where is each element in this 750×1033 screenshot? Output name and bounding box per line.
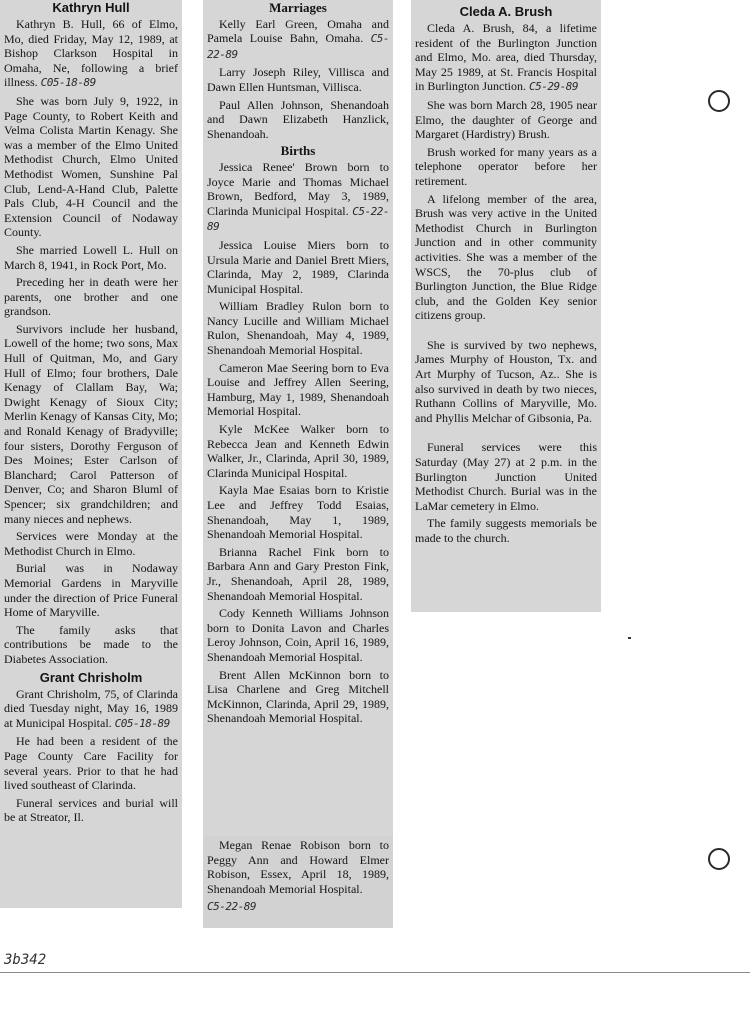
birth-entry-6: Kayla Mae Esaias born to Kristie Lee and Jeffrey Todd Esaias, Shenandoah, May 1, 1989, Shenandoah Memorial Hospital. — [207, 483, 389, 542]
births-heading: Births — [280, 143, 316, 159]
cleda-paragraph-7: The family suggests memorials be made to the church. — [415, 516, 597, 545]
kathryn-paragraph-3: She married Lowell L. Hull on March 8, 1941, in Rock Port, Mo. — [4, 242, 178, 272]
birth-entry-5: Kyle McKee Walker born to Rebecca Jean and Kenneth Edwin Walker, Jr., Clarinda, April 30, 1989, Clarinda Municipal Hospital. — [207, 422, 389, 480]
cleda-paragraph-5: She is survived by two nephews, James Murphy of Houston, Tx. and Art Murphy of Tucson, Az.. She is also survived in death by two nieces, Ruthann Collins of Maryville, Mo. and Phyllis Melchar of Gibsonia, Pa. — [415, 337, 597, 425]
kathryn-paragraph-2: She was born July 9, 1922, in Page County, to Robert Keith and Velma Colista Martin Kenagy. She was a member of the Elmo United Methodist Church, Elmo United Methodist Women, Sunshine Pal Club, Lend-A-Hand Club, Palette Pals Club, 4-H Council and the Extension Council of Nodaway County. — [4, 93, 178, 240]
cleda-paragraph-2: She was born March 28, 1905 near Elmo, the daughter of George and Margaret (Hardistry) Brush. — [415, 97, 597, 142]
binder-hole-icon — [708, 90, 730, 112]
kathryn-paragraph-8: The family asks that contributions be made to the Diabetes Association. — [4, 622, 178, 666]
kathryn-paragraph-1: Kathryn B. Hull, 66 of Elmo, Mo, died Friday, May 12, 1989, at Bishop Clarkson Hospital in Omaha, Ne, following a brief illness. — [4, 17, 178, 90]
birth-entry-1: Jessica Renee' Brown born to Joyce Marie and Thomas Michael Brown, Bedford, May 3, 1989, Clarinda Municipal Hospital. — [207, 159, 389, 218]
birth-entry-9: Brent Allen McKinnon born to Lisa Charlene and Greg Mitchell McKinnon, Clarinda, April 29, 1989, Shenandoah Memorial Hospital. — [207, 667, 389, 726]
birth-entry-10: Megan Renae Robison born to Peggy Ann and Howard Elmer Robison, Essex, April 18, 1989, Shenandoah Memorial Hospital. — [207, 838, 389, 896]
kathryn-paragraph-4: Preceding her in death were her parents, one brother and one grandson. — [4, 275, 178, 319]
marriage-entry-1: Kelly Earl Green, Omaha and Pamela Louise Bahn, Omaha. — [207, 16, 389, 46]
marriages-heading: Marriages — [269, 0, 327, 15]
binder-hole-icon — [708, 848, 730, 870]
handwritten-date-note: C05-18-89 — [114, 716, 170, 730]
kathryn-paragraph-7: Burial was in Nodaway Memorial Gardens in Maryville under the direction of Price Funeral Home of Maryville. — [4, 561, 178, 620]
dust-speck — [628, 637, 631, 639]
catalog-number: 3b342 — [4, 952, 47, 968]
handwritten-date-note: C5-22-89 — [207, 900, 256, 914]
birth-entry-4: Cameron Mae Seering born to Eva Louise and Jeffrey Allen Seering, Hamburg, May 1, 1989, Shenandoah Memorial Hospital. — [207, 360, 389, 419]
handwritten-date-note: C5-22-89 — [207, 204, 390, 234]
marriage-entry-2: Larry Joseph Riley, Villisca and Dawn Ellen Huntsman, Villisca. — [207, 65, 389, 94]
obituary-clipping-right — [411, 0, 601, 612]
birth-entry-8: Cody Kenneth Williams Johnson born to Donita Lavon and Charles Leroy Johnson, Coin, April 16, 1989, Shenandoah Memorial Hospital. — [207, 606, 389, 664]
handwritten-date-note: C05-18-89 — [40, 76, 96, 90]
birth-entry-7: Brianna Rachel Fink born to Barbara Ann and Gary Preston Fink, Jr., Shenandoah, April 28, 1989, Shenandoah Memorial Hospital. — [207, 544, 389, 603]
grant-paragraph-3: Funeral services and burial will be at Streator, Il. — [4, 795, 178, 825]
obituary-clipping-left — [0, 0, 182, 908]
grant-chrisholm-heading: Grant Chrisholm — [39, 669, 143, 685]
grant-paragraph-2: He had been a resident of the Page County Care Facility for several years. Prior to that he had lived southeast of Clarinda. — [4, 734, 178, 793]
cleda-brush-heading: Cleda A. Brush — [459, 4, 553, 19]
marriages-births-clipping — [203, 0, 393, 836]
marriage-entry-3: Paul Allen Johnson, Shenandoah and Dawn Elizabeth Hanzlick, Shenandoah. — [207, 97, 389, 141]
kathryn-paragraph-6: Services were Monday at the Methodist Church in Elmo. — [4, 529, 178, 558]
handwritten-date-note: C5-29-89 — [529, 80, 578, 94]
cleda-paragraph-1: Cleda A. Brush, 84, a lifetime resident of the Burlington Junction and Elmo, Mo. area, died Thursday, May 25 1989, at St. Francis Hospital in Burlington Junction. — [415, 21, 597, 94]
cleda-paragraph-3: Brush worked for many years as a telephone operator before her retirement. — [415, 144, 597, 188]
cleda-paragraph-4: A lifelong member of the area, Brush was very active in the United Methodist Church in Burlington Junction and in other community activities. She was a member of the WSCS, the 70-plus club of Burlington Junction, the Blue Ridge club, and the Golden Key senior citizens group. — [415, 191, 597, 323]
grant-paragraph-1: Grant Chrisholm, 75, of Clarinda died Tuesday night, May 16, 1989 at Municipal Hospital. — [4, 686, 178, 730]
birth-entry-2: Jessica Louise Miers born to Ursula Marie and Daniel Brett Miers, Clarinda, May 2, 1989, Clarinda Municipal Hospital. — [207, 237, 389, 296]
cleda-paragraph-6: Funeral services were this Saturday (May 27) at 2 p.m. in the Burlington Junction United Methodist Church. Burial was in the LaMar cemetery in Elmo. — [415, 440, 597, 513]
births-clipping-continued — [203, 836, 393, 928]
kathryn-paragraph-5: Survivors include her husband, Lowell of the home; two sons, Max Hull of Quitman, Mo, and Gary Hull of Elmo; four brothers, Dale Kenagy of Clallam Bay, Wa; Dwight Kenagy of Sioux City; Merlin Kenagy of Kansas City, Mo; and Ronald Kenagy of Bradyville; four sisters, Dorothy Ferguson of Des Moines; Ester Carlson of Blanchard; Carol Patterson of Denver, Co; and Sharon Bluml of Spencer; six grandchildren; and many nieces and nephews. — [4, 321, 178, 526]
birth-entry-3: William Bradley Rulon born to Nancy Lucille and William Michael Rulon, Shenandoah, May 4, 1989, Shenandoah Memorial Hospital. — [207, 299, 389, 358]
kathryn-hull-heading: Kathryn Hull — [52, 0, 130, 15]
page-edge-line — [0, 972, 750, 973]
handwritten-date-note: C5-22-89 — [207, 32, 390, 61]
